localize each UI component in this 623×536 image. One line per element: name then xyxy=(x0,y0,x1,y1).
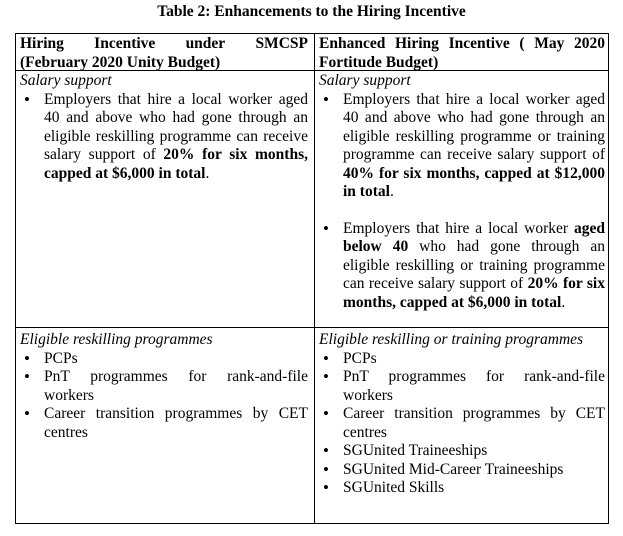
salary-heading-left: Salary support xyxy=(20,72,112,89)
list-item: • SGUnited Mid-Career Traineeships xyxy=(319,461,605,480)
enhancements-table xyxy=(15,33,609,524)
header-left-line2: (February 2020 Unity Budget) xyxy=(20,53,221,71)
header-left-line1: Hiring Incentive under SMCSP xyxy=(20,35,308,52)
programmes-left-cell xyxy=(20,331,308,442)
column-divider xyxy=(314,34,315,523)
programmes-heading-right: Eligible reskilling or training programmes xyxy=(319,331,584,348)
list-item: • Employers that hire a local worker aged below 40 who had gone through an eligible reskilling or training programme can receive salary support of 20% for six months, capped at $6,000 in total. xyxy=(319,220,605,313)
list-item: • SGUnited Skills xyxy=(319,479,605,498)
list-item: • Career transition programmes by CET centres xyxy=(319,405,605,442)
list-item: • SGUnited Traineeships xyxy=(319,442,605,461)
list-item: • PCPs xyxy=(20,350,308,369)
list-item: • Employers that hire a local worker aged 40 and above who had gone through an eligible reskilling programme can receive salary support of 20% for six months, capped at $6,000 in total. xyxy=(20,91,308,184)
programmes-heading-left: Eligible reskilling programmes xyxy=(20,331,213,348)
programmes-right-cell xyxy=(319,331,605,498)
salary-heading-right: Salary support xyxy=(319,72,411,89)
list-item: • PCPs xyxy=(319,350,605,369)
salary-right-cell xyxy=(319,72,605,312)
salary-left-cell xyxy=(20,72,308,183)
header-right-line2: Fortitude Budget) xyxy=(319,53,439,71)
header-left xyxy=(20,35,308,72)
list-item: • Career transition programmes by CET centres xyxy=(20,405,308,442)
table-title: Table 2: Enhancements to the Hiring Incentive xyxy=(157,3,466,20)
list-item: • Employers that hire a local worker aged 40 and above who had gone through an eligible reskilling programme or training programme can receive salary support of 40% for six months, capped at $12,000 in total. xyxy=(319,91,605,202)
list-item: • PnT programmes for rank-and-file workers xyxy=(319,368,605,405)
header-right-line1: Enhanced Hiring Incentive ( May 2020 xyxy=(319,35,605,52)
header-right xyxy=(319,35,605,72)
list-item: • PnT programmes for rank-and-file workers xyxy=(20,368,308,405)
row-divider xyxy=(16,327,608,328)
